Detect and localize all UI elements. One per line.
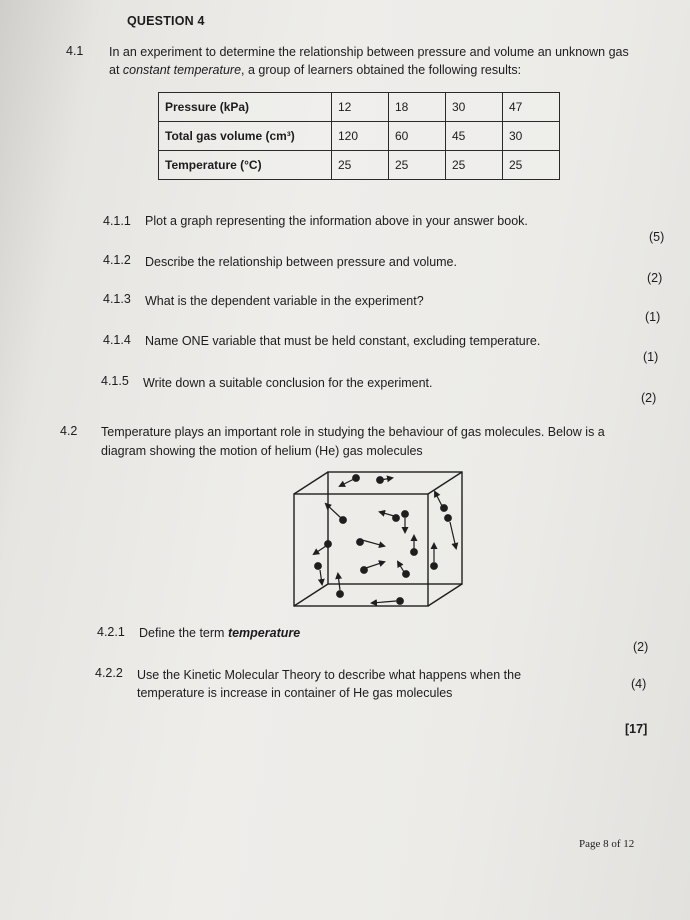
subquestion-4-1-5-text: Write down a suitable conclusion for the experiment. <box>143 376 433 390</box>
table-cell: 25 <box>503 151 560 180</box>
question-4-1-number: 4.1 <box>66 44 84 58</box>
molecule <box>315 563 322 584</box>
subquestion-4-1-5-marks: (2) <box>641 391 657 405</box>
container-front-face <box>294 494 428 606</box>
question-4-1-text-line1: In an experiment to determine the relationship between pressure and volume an unknown gas <box>109 45 629 59</box>
subquestion-4-2-2-text-line1: Use the Kinetic Molecular Theory to describe what happens when the <box>137 668 522 682</box>
table-cell: 60 <box>389 122 446 151</box>
subquestion-4-2-1-text <box>139 626 300 640</box>
molecule <box>445 515 456 548</box>
molecule <box>372 598 403 605</box>
table-cell: 25 <box>446 151 503 180</box>
container-box <box>294 472 462 606</box>
total-marks: [17] <box>625 722 648 736</box>
table-cell: 12 <box>332 93 389 122</box>
subquestion-4-1-4-text: Name ONE variable that must be held constant, excluding temperature. <box>145 334 541 348</box>
subquestion-4-1-3-marks: (1) <box>645 310 661 324</box>
molecule <box>357 539 384 546</box>
define-prefix: Define the term <box>139 626 228 640</box>
subquestion-4-1-3-text: What is the dependent variable in the experiment? <box>145 294 424 308</box>
molecule <box>398 562 409 577</box>
table-cell: 30 <box>446 93 503 122</box>
subquestion-4-1-3-number: 4.1.3 <box>103 292 131 306</box>
subquestion-4-1-1-number: 4.1.1 <box>103 214 131 228</box>
molecule <box>411 536 418 555</box>
table-cell: 30 <box>503 122 560 151</box>
subquestion-4-1-1-marks: (5) <box>649 230 665 244</box>
question-4-2-text-line2: diagram showing the motion of helium (He) gas molecules <box>101 444 423 458</box>
subquestion-4-1-2-marks: (2) <box>647 271 663 285</box>
constant-temperature-emphasis: constant temperature <box>122 63 242 77</box>
molecule <box>340 475 359 486</box>
molecule <box>380 512 399 521</box>
table-row <box>159 151 560 180</box>
subquestion-4-1-4-number: 4.1.4 <box>103 333 131 347</box>
molecule <box>377 477 392 484</box>
page-number: Page 8 of 12 <box>579 838 635 850</box>
molecule <box>337 574 344 597</box>
row-label-volume: Total gas volume (cm³) <box>159 122 332 151</box>
subquestion-4-2-1-number: 4.2.1 <box>97 625 125 639</box>
subquestion-4-2-2-text-line2: temperature is increase in container of He gas molecules <box>137 686 453 700</box>
subquestion-4-1-1-text: Plot a graph representing the information above in your answer book. <box>145 214 528 228</box>
row-label-temperature: Temperature (°C) <box>159 151 332 180</box>
subquestion-4-2-1-marks: (2) <box>633 640 649 654</box>
question-4-1-text-line2 <box>109 63 521 77</box>
molecule <box>361 562 384 573</box>
line2-prefix: at <box>109 63 123 77</box>
molecule <box>431 544 438 569</box>
subquestion-4-2-2-number: 4.2.2 <box>95 666 123 680</box>
table-cell: 120 <box>332 122 389 151</box>
helium-molecules-diagram <box>288 466 478 616</box>
molecule <box>326 504 346 523</box>
results-table <box>158 92 560 180</box>
molecule <box>314 541 331 554</box>
subquestion-4-1-5-number: 4.1.5 <box>101 374 129 388</box>
table-cell: 18 <box>389 93 446 122</box>
molecule <box>402 511 409 532</box>
table-cell: 25 <box>332 151 389 180</box>
table-row <box>159 122 560 151</box>
subquestion-4-1-4-marks: (1) <box>643 350 659 364</box>
container-back-face <box>328 472 462 584</box>
molecule <box>435 492 447 511</box>
table-cell: 45 <box>446 122 503 151</box>
question-4-2-text-line1: Temperature plays an important role in studying the behaviour of gas molecules. Below is a <box>101 425 605 439</box>
table-row <box>159 93 560 122</box>
question-4-2-number: 4.2 <box>60 424 78 438</box>
question-heading: QUESTION 4 <box>127 14 205 28</box>
table-cell: 25 <box>389 151 446 180</box>
line2-suffix: , a group of learners obtained the following results: <box>241 63 522 77</box>
subquestion-4-1-2-text: Describe the relationship between pressure and volume. <box>145 255 457 269</box>
subquestion-4-1-2-number: 4.1.2 <box>103 253 131 267</box>
subquestion-4-2-2-marks: (4) <box>631 677 647 691</box>
row-label-pressure: Pressure (kPa) <box>159 93 332 122</box>
temperature-emphasis: temperature <box>227 626 301 640</box>
table-cell: 47 <box>503 93 560 122</box>
